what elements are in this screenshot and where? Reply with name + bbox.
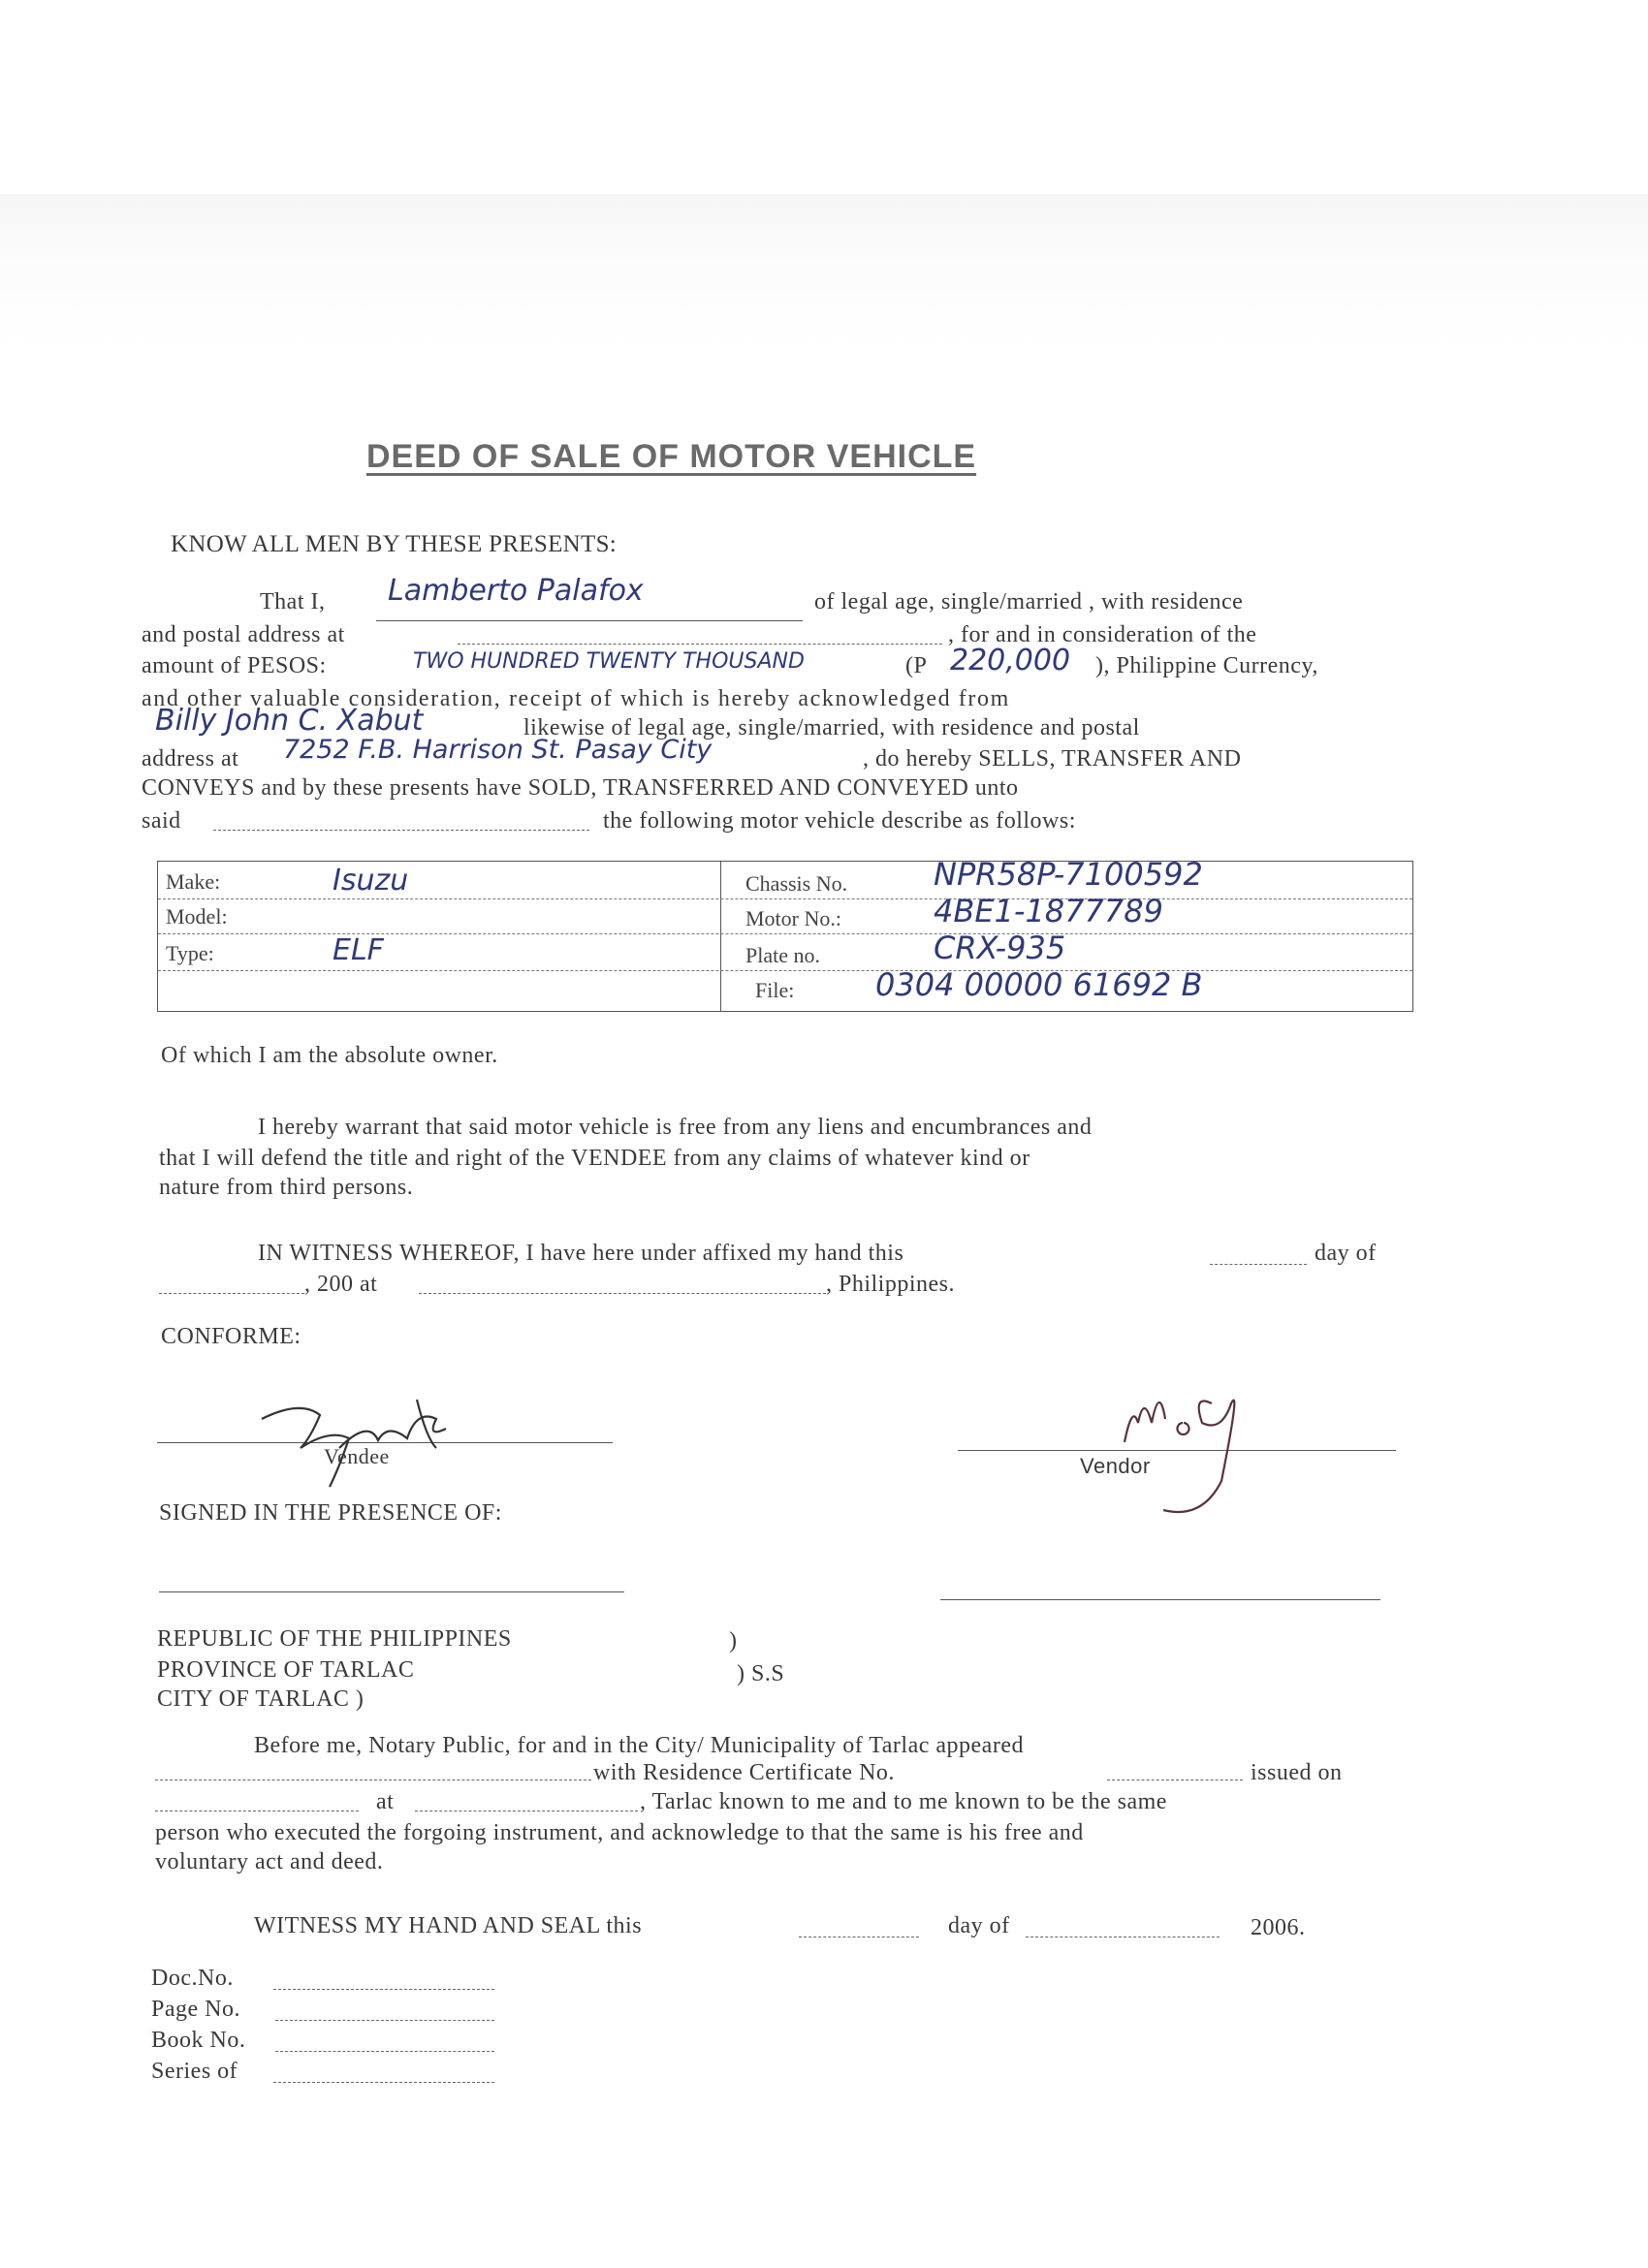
vendee-signature [242, 1380, 485, 1506]
type-label: Type: [166, 941, 214, 965]
table-row-line [158, 970, 1412, 971]
para1-line7: CONVEYS and by these presents have SOLD, TRANSFERRED AND CONVEYED unto [142, 775, 1019, 801]
model-label: Model: [166, 904, 228, 929]
series-of-label: Series of [151, 2059, 238, 2084]
ss-label: ) S.S [737, 1661, 785, 1686]
file-label: File: [755, 978, 795, 1002]
amount-figure-handwritten: 220,000 [950, 644, 1071, 677]
para1-line2-start: and postal address at [142, 622, 345, 647]
notary-line4: person who executed the forgoing instrument, and acknowledge to that the same is his free and [155, 1820, 1084, 1845]
para1-line2-end: , for and in consideration of the [948, 622, 1257, 647]
witness-line2-mid: , 200 at [304, 1272, 378, 1297]
vendor-name-line [376, 620, 803, 621]
file-value: 0304 00000 61692 B [875, 966, 1203, 1003]
province-label: PROVINCE OF TARLAC [157, 1657, 415, 1683]
para1-line6-start: address at [142, 746, 239, 772]
notary-line5: voluntary act and deed. [155, 1849, 384, 1874]
witness-place-blank[interactable] [419, 1293, 826, 1294]
witness-line2-end: , Philippines. [826, 1272, 956, 1297]
address-blank[interactable] [458, 644, 942, 645]
republic-paren: ) [729, 1628, 738, 1654]
vendee-address-handwritten: 7252 F.B. Harrison St. Pasay City [283, 735, 713, 765]
republic-label: REPUBLIC OF THE PHILIPPINES [157, 1626, 512, 1652]
doc-no-blank[interactable] [273, 1989, 494, 1990]
table-divider [720, 862, 721, 1011]
make-label: Make: [166, 869, 221, 894]
that-i-label: That I, [260, 589, 326, 614]
plate-label: Plate no. [745, 943, 820, 967]
series-of-blank[interactable] [273, 2082, 494, 2083]
hand-seal-start: WITNESS MY HAND AND SEAL this [254, 1913, 643, 1938]
book-no-label: Book No. [151, 2028, 246, 2053]
notary-line2-end: issued on [1251, 1760, 1343, 1785]
witness-line1-end: day of [1315, 1241, 1377, 1266]
owner-statement: Of which I am the absolute owner. [161, 1043, 498, 1068]
warranty-line1: I hereby warrant that said motor vehicle is free from any liens and encumbrances and [258, 1115, 1093, 1140]
hand-seal-mid: day of [948, 1913, 1010, 1938]
amount-words-handwritten: TWO HUNDRED TWENTY THOUSAND [413, 649, 805, 674]
motor-value: 4BE1-1877789 [934, 893, 1163, 929]
notary-line3-end: , Tarlac known to me and to me known to be the same [640, 1789, 1167, 1814]
page-no-blank[interactable] [275, 2020, 494, 2021]
amount-close: ), Philippine Currency, [1095, 653, 1318, 678]
para1-line6-end: , do hereby SELLS, TRANSFER AND [863, 746, 1242, 772]
para1-line1-end: of legal age, single/married , with residence [814, 589, 1244, 614]
witness-line1-start: IN WITNESS WHEREOF, I have here under affixed my hand this [258, 1241, 904, 1266]
vendor-signature [1105, 1365, 1299, 1529]
warranty-line2: that I will defend the title and right of the VENDEE from any claims of whatever kind or [159, 1146, 1030, 1171]
table-row-line [158, 898, 1412, 899]
conforme-label: CONFORME: [161, 1324, 301, 1349]
witness-day-blank[interactable] [1210, 1264, 1307, 1265]
warranty-line3: nature from third persons. [159, 1175, 414, 1200]
signed-presence-label: SIGNED IN THE PRESENCE OF: [159, 1500, 502, 1526]
vehicle-details-table [157, 856, 1413, 1012]
document-title: DEED OF SALE OF MOTOR VEHICLE [366, 438, 977, 475]
city-label: CITY OF TARLAC ) [157, 1686, 364, 1712]
book-no-blank[interactable] [275, 2051, 494, 2052]
para1-line3-start: amount of PESOS: [142, 653, 327, 678]
hand-seal-year: 2006. [1251, 1915, 1306, 1940]
vendor-label: Vendor [1080, 1454, 1151, 1478]
para1-line8-end: the following motor vehicle describe as follows: [603, 808, 1076, 834]
vendee-label: Vendee [324, 1444, 390, 1468]
notary-line2-mid: with Residence Certificate No. [593, 1760, 895, 1785]
chassis-label: Chassis No. [745, 871, 848, 896]
witness2-signature-line[interactable] [940, 1599, 1380, 1600]
paper-sheet [0, 194, 1648, 2268]
plate-value: CRX-935 [934, 929, 1066, 966]
opening-line: KNOW ALL MEN BY THESE PRESENTS: [171, 531, 618, 557]
para1-line5-end: likewise of legal age, single/married, with residence and postal [523, 715, 1140, 740]
motor-label: Motor No.: [745, 906, 841, 930]
amount-open: (P [905, 653, 928, 678]
notary-line1: Before me, Notary Public, for and in the City/ Municipality of Tarlac appeared [254, 1733, 1024, 1758]
chassis-value: NPR58P-7100592 [934, 856, 1203, 893]
witness1-signature-line[interactable] [159, 1591, 624, 1592]
page-no-label: Page No. [151, 1997, 240, 2022]
para1-line8-start: said [142, 808, 181, 834]
doc-no-label: Doc.No. [151, 1966, 234, 1991]
vendor-name-handwritten: Lamberto Palafox [388, 574, 644, 608]
witness-month-blank[interactable] [159, 1293, 304, 1294]
said-blank[interactable] [213, 830, 589, 831]
notary-line3-at: at [376, 1789, 395, 1814]
vendee-name-handwritten: Billy John C. Xabut [155, 704, 424, 738]
type-value: ELF [333, 933, 384, 967]
make-value: Isuzu [333, 864, 409, 898]
para1-line4: and other valuable consideration, receipt of which is hereby acknowledged from [142, 686, 1010, 711]
